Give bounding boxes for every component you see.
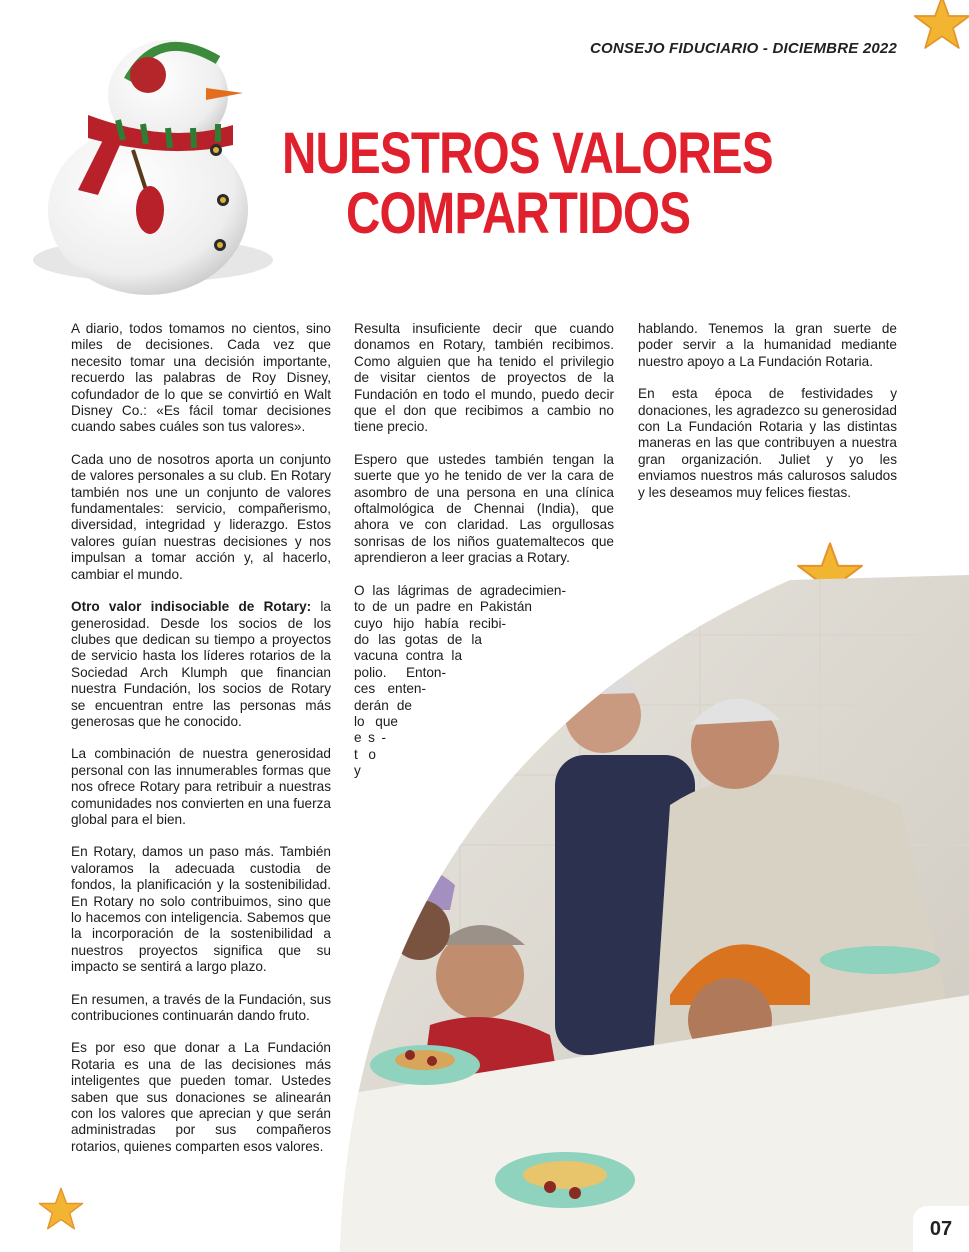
paragraph-text: la generosidad. Desde los socios de los clubes que dedican su tiempo a proyectos de servicio hasta los líderes rotarios de la Sociedad Arch Klumph que financian nuestra Fundación, los socios de Rotary se encuentran entre las personas más generosas que he conocido. — [71, 599, 331, 729]
text-line: e s - — [354, 730, 386, 746]
snowman-illustration — [28, 20, 278, 295]
text-line: ces enten- — [354, 681, 426, 697]
publication-header: CONSEJO FIDUCIARIO - DICIEMBRE 2022 — [589, 40, 897, 57]
text-line: vacuna contra la — [354, 648, 462, 664]
paragraph: Cada uno de nosotros aporta un conjunto de valores personales a su club. En Rotary también nos une un conjunto de valores fundamentales: servicio, compañerismo, diversidad, integridad y liderazgo. Estos valores guían nuestras decisiones y nos impulsan a tomar acción y, al hacerlo, cambiar el mundo. — [71, 451, 331, 582]
paragraph: Espero que ustedes también tengan la suerte que yo he tenido de ver la cara de asombro de una persona en una clínica oftalmológica de Chennai (India), que ahora ve con claridad. Las orgullosas sonrisas de los niños guatemaltecos que aprendieron a leer gracias a Rotary. — [354, 451, 614, 566]
paragraph: En resumen, a través de la Fundación, sus contribuciones continuarán dando fruto. — [71, 991, 331, 1024]
text-column-1 — [71, 321, 331, 1171]
text-line: do las gotas de la — [354, 631, 482, 647]
paragraph: Es por eso que donar a La Fundación Rotaria es una de las decisiones más inteligentes que pueden tomar. Ustedes saben que sus donaciones se alinearán con los valores que aprecian y que serán administradas por sus compañeros rotarios, quienes comparten esos valores. — [71, 1040, 331, 1154]
text-line: O las lágrimas de agradecimien- — [354, 582, 566, 598]
title-line-1: NUESTROS VALORES — [282, 121, 773, 186]
page-title — [282, 121, 773, 246]
paragraph: En Rotary, damos un paso más. También valoramos la adecuada custodia de fondos, la planificación y la sostenibilidad. En Rotary no solo contribuimos, sino que lo hacemos con inteligencia. Sabemos que la incorporación de la sostenibilidad a nuestros proyectos significa que su impacto se sentirá a largo plazo. — [71, 844, 331, 975]
paragraph: hablando. Tenemos la gran suerte de poder servir a la humanidad mediante nuestro apoyo a La Fundación Rotaria. — [638, 321, 897, 369]
text-line: cuyo hijo había recibi- — [354, 615, 506, 631]
text-line: lo que — [354, 713, 398, 729]
text-line: t o y — [354, 746, 376, 779]
paragraph — [71, 599, 331, 730]
text-column-3 — [638, 321, 897, 517]
paragraph-lead: Otro valor indisociable de Rotary: — [71, 599, 312, 615]
paragraph: En esta época de festividades y donaciones, les agradezco su generosidad con La Fundación Rotaria y las distintas maneras en las que contribuyen a nuestra gran organización. Juliet y yo les enviamos nuestros más calurosos saludos y les deseamos muy felices fiestas. — [638, 386, 897, 500]
paragraph: A diario, todos tomamos no cientos, sino miles de decisiones. Cada vez que necesito tomar una decisión importante, recuerdo las palabras de Roy Disney, cofundador de lo que se convirtió en Walt Disney Co.: «Es fácil tomar decisiones cuando sabes cuáles son tus valores». — [71, 321, 331, 435]
paragraph: Resulta insuficiente decir que cuando donamos en Rotary, también recibimos. Como alguien que ha tenido el privilegio de visitar cientos de proyectos de la Fundación en todo el mundo, puedo decir que el don que recibimos a cambio no tiene precio. — [354, 321, 614, 435]
text-line: derán de — [354, 697, 412, 713]
title-line-2: COMPARTIDOS — [345, 181, 691, 246]
volunteers-serving-meal-photo — [340, 575, 969, 1252]
paragraph: La combinación de nuestra generosidad personal con las innumerables formas que nos ofrece Rotary para retribuir a nuestras comunidades nos convierten en una fuerza global para el bien. — [71, 746, 331, 827]
text-line: to de un padre en Pakistán — [354, 599, 532, 615]
star-bottom-left-icon — [38, 1186, 84, 1232]
page-number: 07 — [913, 1206, 969, 1252]
star-top-right-icon — [912, 0, 969, 52]
text-line: polio. Enton- — [354, 664, 446, 680]
